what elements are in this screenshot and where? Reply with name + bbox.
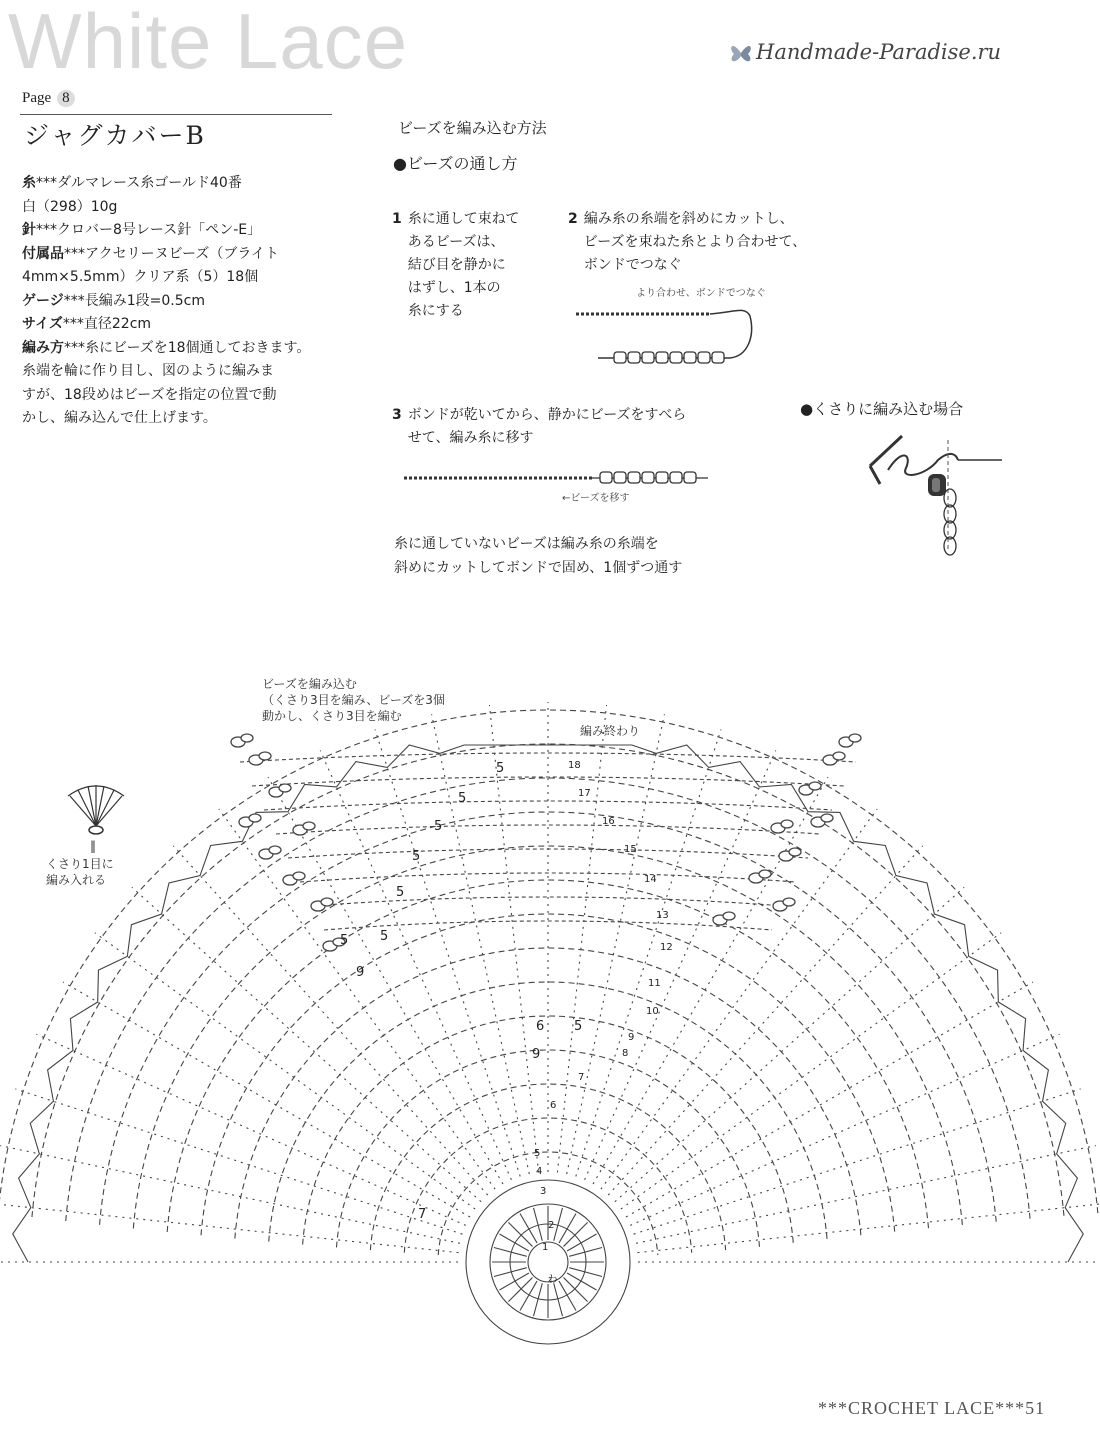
chain-heading: ●くさりに編み込む場合 — [800, 400, 964, 418]
bead-icon — [811, 814, 833, 827]
section-number: 5 — [496, 761, 505, 776]
bead-icon — [249, 752, 271, 765]
section-number: 5 — [340, 933, 349, 948]
section-number: 9 — [532, 1047, 541, 1062]
brand-title: White Lace — [8, 0, 409, 85]
row-number: 15 — [624, 844, 637, 855]
row-number: 18 — [568, 760, 581, 771]
step-2-label: より合わせ、ボンドでつなぐ — [636, 288, 766, 299]
bead-icon — [773, 898, 795, 911]
watermark: Handmade-Paradise.ru — [756, 40, 1002, 64]
bead-icon — [259, 846, 281, 859]
note-line: 糸に通していないビーズは編み糸の糸端を — [394, 536, 659, 552]
row-number: 13 — [656, 910, 669, 921]
row-number: 6 — [550, 1100, 557, 1111]
section-number: 7 — [418, 1207, 427, 1222]
section-number: 5 — [574, 1019, 583, 1034]
center-ring-label: ゎ — [546, 1271, 560, 1286]
bead-icon — [311, 898, 333, 911]
bead-icon — [713, 912, 735, 925]
bead-icon — [239, 814, 261, 827]
bead-icon — [231, 734, 253, 747]
step-1-line: 糸にする — [407, 303, 464, 319]
section-number: 5 — [396, 885, 405, 900]
row-number: 11 — [648, 978, 661, 989]
step-1-line: 糸に通して束ねて — [407, 211, 520, 227]
row-number: 10 — [646, 1006, 659, 1017]
bead-icon — [293, 822, 315, 835]
callout-line: ビーズを編み込む — [262, 677, 357, 691]
bead-icon — [269, 784, 291, 797]
page-label-text: Page — [22, 90, 52, 106]
inset-label-line: くさり1目に — [46, 857, 114, 871]
section-number: 6 — [536, 1019, 545, 1034]
bead-icon — [839, 734, 861, 747]
row-number: 17 — [578, 788, 591, 799]
row-number: 14 — [644, 874, 657, 885]
section-number: 5 — [458, 791, 467, 806]
row-number: 4 — [536, 1166, 543, 1177]
callout-line: 動かし、くさり3目を編む — [262, 709, 402, 723]
bead-icon — [283, 872, 305, 885]
step-1-line: あるビーズは、 — [407, 234, 505, 250]
callout-line: （くさり3目を編み、ビーズを3個 — [262, 693, 445, 707]
note-line: 斜めにカットしてボンドで固め、1個ずつ通す — [394, 560, 683, 576]
bead-icon — [771, 820, 793, 833]
spec-line: 4mm×5.5mm）クリア系（5）18個 — [22, 269, 259, 285]
row-number: 16 — [602, 816, 615, 827]
spec-line: 糸***ダルマレース糸ゴールド40番 — [22, 175, 242, 191]
section-number: 5 — [380, 929, 389, 944]
spec-line: かし、編み込んで仕上げます。 — [22, 410, 217, 426]
step-3-line: せて、編み糸に移す — [407, 430, 534, 446]
step-2-number: 2 — [568, 211, 578, 227]
beads-subheading: ●ビーズの通し方 — [393, 154, 518, 173]
step-2-line: ボンドでつなぐ — [583, 257, 682, 273]
spec-line: すが、18段めはビーズを指定の位置で動 — [22, 386, 277, 403]
row-number: 5 — [534, 1148, 541, 1159]
step-1-line: はずし、1本の — [407, 280, 501, 296]
spec-line: 白（298）10g — [22, 198, 118, 215]
step-3-number: 3 — [392, 407, 402, 423]
bead-icon — [779, 848, 801, 861]
step-2-line: 編み糸の糸端を斜めにカットし、 — [583, 211, 794, 227]
bead-icon — [749, 870, 771, 883]
section-number: 5 — [412, 849, 421, 864]
spec-line: ゲージ***長編み1段=0.5cm — [22, 292, 205, 309]
step-1-number: 1 — [392, 211, 402, 227]
page-title: ジャグカバーB — [24, 121, 206, 150]
section-number: 9 — [356, 965, 365, 980]
row-number: 1 — [542, 1242, 549, 1253]
row-number: 7 — [578, 1072, 585, 1083]
row-number: 3 — [540, 1186, 547, 1197]
beads-heading: ビーズを編み込む方法 — [398, 119, 547, 137]
spec-line: 編み方***糸にビーズを18個通しておきます。 — [22, 339, 311, 356]
step-1-line: 結び目を静かに — [407, 257, 506, 273]
spec-line: 糸端を輪に作り目し、図のように編みま — [22, 363, 274, 379]
row-number: 2 — [548, 1220, 555, 1231]
bead-icon — [823, 752, 845, 765]
spec-line: サイズ***直径22cm — [22, 316, 152, 332]
step-3-line: ボンドが乾いてから、静かにビーズをすべら — [407, 407, 687, 423]
spec-line: 付属品***アクセリーヌビーズ（ブライト — [22, 245, 279, 262]
row-number: 8 — [622, 1048, 629, 1059]
spec-line: 針***クロバー8号レース針「ペン-E」 — [22, 222, 262, 238]
section-number: 5 — [434, 819, 443, 834]
step-3-label: ←ビーズを移す — [562, 493, 630, 504]
footer: ***CROCHET LACE***51 — [818, 1398, 1046, 1418]
row-number: 9 — [628, 1032, 635, 1043]
page-number: 8 — [57, 90, 75, 107]
row-number: 12 — [660, 942, 673, 953]
bead-icon — [799, 782, 821, 795]
inset-eq: ‖ — [90, 839, 96, 853]
end-label: 編み終わり — [580, 724, 641, 738]
step-2-line: ビーズを束ねた糸とより合わせて、 — [583, 234, 807, 250]
inset-label-line: 編み入れる — [46, 873, 107, 887]
